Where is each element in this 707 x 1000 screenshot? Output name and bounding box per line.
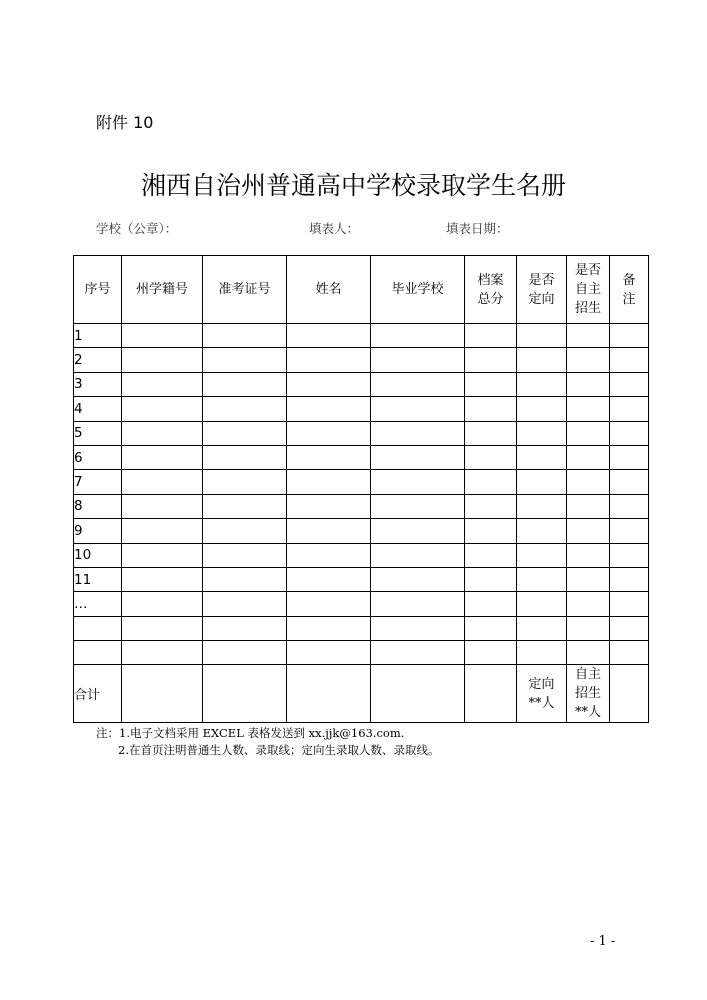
header-state-reg: 州学籍号 [122, 256, 203, 324]
table-cell [122, 445, 203, 469]
table-cell [287, 445, 371, 469]
table-cell [567, 470, 610, 494]
table-cell [122, 616, 203, 640]
table-cell [122, 641, 203, 665]
total-self-enroll-line: 招生 [574, 686, 601, 702]
table-cell [287, 348, 371, 372]
table-cell [567, 592, 610, 616]
table-cell [610, 567, 649, 591]
table-cell [203, 470, 287, 494]
table-row [74, 519, 649, 543]
table-cell [371, 372, 465, 396]
table-cell [610, 445, 649, 469]
header-remark [610, 256, 649, 324]
table-cell [287, 567, 371, 591]
total-directed-line: 定向 [528, 676, 555, 692]
table-cell [517, 567, 567, 591]
table-cell [203, 519, 287, 543]
student-roster-table [73, 255, 649, 723]
table-cell [517, 494, 567, 518]
table-cell [122, 665, 203, 723]
table-cell [465, 445, 517, 469]
table-cell [610, 494, 649, 518]
table-cell [371, 494, 465, 518]
table-cell [465, 665, 517, 723]
total-label: 合计 [74, 665, 122, 723]
table-cell [371, 567, 465, 591]
table-cell [610, 421, 649, 445]
table-cell [371, 421, 465, 445]
table-cell [610, 519, 649, 543]
row-number: … [74, 592, 122, 616]
table-cell [203, 372, 287, 396]
page-number: - 1 - [590, 934, 616, 949]
table-cell [203, 494, 287, 518]
table-cell [465, 641, 517, 665]
table-cell [203, 324, 287, 348]
header-directed-line: 定向 [528, 291, 555, 307]
table-cell [287, 470, 371, 494]
table-cell [122, 470, 203, 494]
table-cell [371, 324, 465, 348]
row-number: 5 [74, 421, 122, 445]
total-directed-line: **人 [528, 695, 555, 711]
row-number: 8 [74, 494, 122, 518]
table-cell [371, 519, 465, 543]
table-cell [465, 421, 517, 445]
table-cell [371, 543, 465, 567]
header-self-enroll-line: 自主 [574, 282, 601, 297]
table-cell [465, 348, 517, 372]
table-cell [287, 592, 371, 616]
table-cell [465, 324, 517, 348]
table-cell [371, 592, 465, 616]
table-cell [371, 397, 465, 421]
table-cell [610, 616, 649, 640]
table-row [74, 494, 649, 518]
table-row [74, 348, 649, 372]
table-cell [203, 641, 287, 665]
table-cell [610, 592, 649, 616]
header-file-score-line: 总分 [477, 291, 504, 307]
table-cell [610, 324, 649, 348]
table-cell [517, 445, 567, 469]
table-cell [465, 397, 517, 421]
table-cell [517, 616, 567, 640]
total-self-enroll-line: 自主 [574, 667, 601, 683]
table-cell [567, 348, 610, 372]
table-cell [371, 470, 465, 494]
table-cell [567, 519, 610, 543]
table-row [74, 372, 649, 396]
row-number: 7 [74, 470, 122, 494]
table-cell [465, 592, 517, 616]
table-cell [287, 519, 371, 543]
table-cell [567, 397, 610, 421]
table-cell [287, 421, 371, 445]
table-cell [465, 494, 517, 518]
row-number: 9 [74, 519, 122, 543]
row-number: 1 [74, 324, 122, 348]
table-cell [517, 348, 567, 372]
table-cell [287, 494, 371, 518]
table-cell [567, 641, 610, 665]
table-cell [287, 397, 371, 421]
table-cell [287, 616, 371, 640]
header-self-enroll [567, 256, 610, 324]
header-self-enroll-line: 是否 [574, 263, 601, 278]
table-cell [122, 567, 203, 591]
header-file-score-line: 档案 [477, 272, 504, 288]
table-cell [610, 397, 649, 421]
header-grad-school: 毕业学校 [371, 256, 465, 324]
roster-body [74, 324, 649, 723]
table-cell [517, 324, 567, 348]
table-cell [122, 397, 203, 421]
table-cell [122, 348, 203, 372]
table-cell [203, 616, 287, 640]
header-exam-no: 准考证号 [203, 256, 287, 324]
header-file-score [465, 256, 517, 324]
table-cell [465, 470, 517, 494]
filler-field-label: 填表人： [309, 221, 360, 236]
table-row [74, 567, 649, 591]
table-cell [610, 641, 649, 665]
attachment-label: 附件 10 [96, 113, 154, 132]
header-seq: 序号 [74, 256, 122, 324]
table-cell [287, 543, 371, 567]
header-directed-line: 是否 [528, 272, 555, 288]
table-cell [203, 592, 287, 616]
table-cell [122, 543, 203, 567]
table-cell [517, 397, 567, 421]
table-cell [517, 470, 567, 494]
table-cell [567, 421, 610, 445]
table-cell [517, 519, 567, 543]
school-seal-field-label: 学校（公章）： [96, 221, 178, 236]
table-cell [203, 445, 287, 469]
table-cell [203, 567, 287, 591]
table-cell [465, 543, 517, 567]
row-number: 10 [74, 543, 122, 567]
date-field-label: 填表日期： [446, 221, 509, 236]
table-cell [465, 372, 517, 396]
table-cell [287, 324, 371, 348]
row-number: 6 [74, 445, 122, 469]
header-remark-line: 注 [622, 291, 636, 307]
table-row [74, 616, 649, 640]
table-cell [610, 348, 649, 372]
total-self-enroll [567, 665, 610, 723]
table-row [74, 470, 649, 494]
table-cell [517, 592, 567, 616]
table-cell [203, 397, 287, 421]
table-cell [122, 421, 203, 445]
table-cell [371, 616, 465, 640]
table-cell [122, 494, 203, 518]
table-cell [122, 592, 203, 616]
table-cell [122, 519, 203, 543]
table-cell [203, 543, 287, 567]
header-directed [517, 256, 567, 324]
notes [96, 725, 439, 759]
table-cell [567, 543, 610, 567]
row-number: 11 [74, 567, 122, 591]
table-cell [122, 324, 203, 348]
table-row [74, 543, 649, 567]
table-row [74, 324, 649, 348]
table-cell [610, 372, 649, 396]
row-number: 4 [74, 397, 122, 421]
table-row [74, 445, 649, 469]
table-cell [567, 494, 610, 518]
row-number: 3 [74, 372, 122, 396]
table-cell [610, 470, 649, 494]
table-cell [203, 421, 287, 445]
table-cell [567, 616, 610, 640]
note-line: 2.在首页注明普通生人数、录取线；定向生录取人数、录取线。 [118, 743, 440, 757]
table-row [74, 421, 649, 445]
total-self-enroll-line: **人 [574, 705, 601, 721]
table-cell [371, 445, 465, 469]
header-self-enroll-line: 招生 [574, 301, 601, 316]
table-cell [465, 567, 517, 591]
table-cell [517, 421, 567, 445]
table-header-row [74, 256, 649, 324]
table-row [74, 641, 649, 665]
table-cell [371, 641, 465, 665]
table-cell [465, 519, 517, 543]
total-directed [517, 665, 567, 723]
table-cell [203, 348, 287, 372]
table-row [74, 592, 649, 616]
table-cell [371, 665, 465, 723]
header-name: 姓名 [287, 256, 371, 324]
table-cell [287, 641, 371, 665]
row-number [74, 641, 122, 665]
table-cell [567, 372, 610, 396]
table-cell [203, 665, 287, 723]
table-cell [122, 372, 203, 396]
table-row [74, 397, 649, 421]
table-cell [610, 665, 649, 723]
table-cell [517, 543, 567, 567]
note-line: 注：1.电子文档采用 EXCEL 表格发送到 xx.jjk@163.com. [96, 726, 405, 740]
total-row [74, 665, 649, 723]
row-number [74, 616, 122, 640]
header-remark-line: 备 [622, 272, 636, 288]
row-number: 2 [74, 348, 122, 372]
table-cell [371, 348, 465, 372]
table-cell [465, 616, 517, 640]
table-cell [610, 543, 649, 567]
table-cell [567, 324, 610, 348]
table-cell [287, 372, 371, 396]
table-cell [287, 665, 371, 723]
table-cell [517, 372, 567, 396]
table-cell [567, 567, 610, 591]
table-cell [517, 641, 567, 665]
page-title: 湘西自治州普通高中学校录取学生名册 [140, 171, 566, 200]
table-cell [567, 445, 610, 469]
